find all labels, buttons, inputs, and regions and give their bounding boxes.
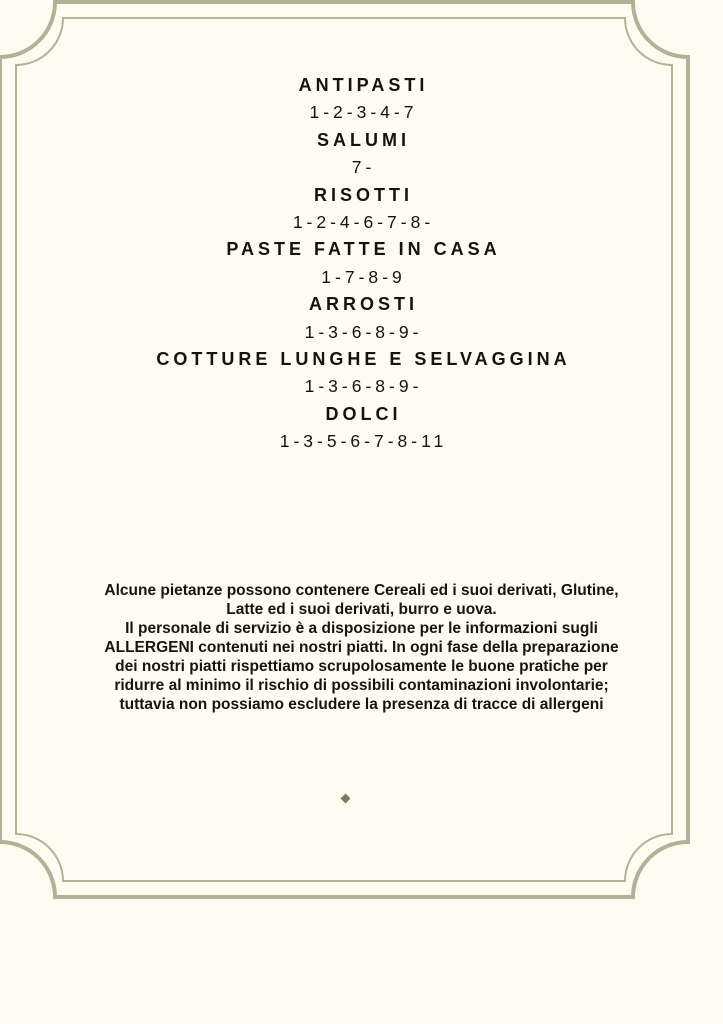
- category-title: ARROSTI: [309, 294, 418, 315]
- allergen-code-list: 1-2-4-6-7-8-: [292, 211, 435, 232]
- category-title: DOLCI: [325, 403, 402, 424]
- notice-line: ALLERGENI contenuti nei nostri piatti. In ogni fase della preparazione: [104, 639, 619, 656]
- allergen-codes: [0, 209, 723, 236]
- category-title: ANTIPASTI: [298, 75, 429, 95]
- menu-category: [0, 127, 723, 154]
- allergen-codes: [0, 154, 723, 181]
- allergen-code-list: 1-3-6-8-9-: [304, 321, 423, 342]
- category-title: RISOTTI: [314, 184, 413, 205]
- menu-category: [0, 182, 723, 209]
- category-title: COTTURE LUNGHE E SELVAGGINA: [156, 348, 571, 369]
- allergen-codes: [0, 428, 723, 455]
- menu-category: [0, 236, 723, 263]
- notice-line: tuttavia non possiamo escludere la presenza di tracce di allergeni: [119, 696, 604, 713]
- notice-line: dei nostri piatti rispettiamo scrupolosamente le buone pratiche per: [115, 658, 608, 675]
- allergen-code-list: 1-2-3-4-7: [309, 102, 418, 123]
- menu-category: [0, 72, 723, 99]
- allergen-codes: [0, 264, 723, 291]
- allergen-code-list: 7-: [351, 157, 376, 178]
- allergen-code-list: 1-3-5-6-7-8-11: [279, 431, 448, 452]
- notice-line: Alcune pietanze possono contenere Cereali ed i suoi derivati, Glutine,: [104, 582, 619, 599]
- allergen-codes: [0, 99, 723, 126]
- allergen-category-list: [0, 72, 723, 455]
- menu-category: [0, 346, 723, 373]
- allergen-code-list: 1-3-6-8-9-: [304, 376, 423, 397]
- allergen-notice: [40, 581, 683, 714]
- menu-category: [0, 291, 723, 318]
- notice-line: ridurre al minimo il rischio di possibili contaminazioni involontarie;: [114, 677, 609, 694]
- menu-category: [0, 401, 723, 428]
- category-title: PASTE FATTE IN CASA: [226, 239, 501, 260]
- allergen-codes: [0, 319, 723, 346]
- category-title: SALUMI: [317, 129, 410, 150]
- allergen-code-list: 1-7-8-9: [321, 266, 406, 287]
- notice-line: Il personale di servizio è a disposizione per le informazioni sugli: [125, 620, 598, 637]
- notice-line: Latte ed i suoi derivati, burro e uova.: [226, 601, 497, 618]
- allergen-codes: [0, 373, 723, 400]
